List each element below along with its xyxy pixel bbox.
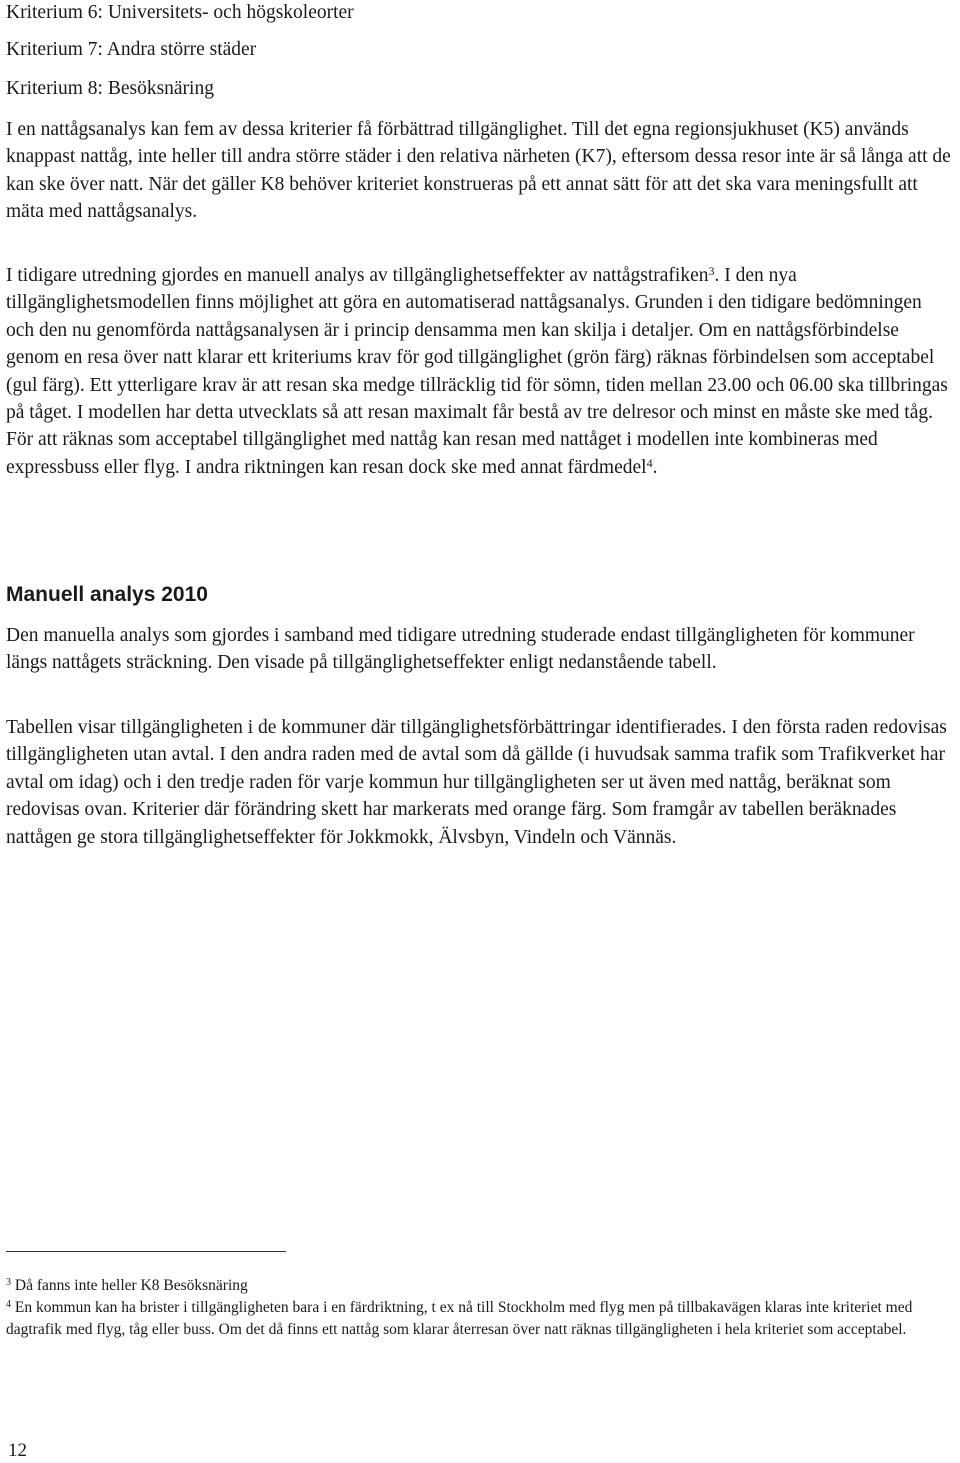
footnote-3 xyxy=(6,1275,956,1297)
paragraph-text: . I den nya tillgänglighetsmodellen finns möjlighet att göra en automatiserad nattågsanalys. Grunden i den tidigare bedömningen och den nu genomförda nattågsanalysen är i princip densamma men kan skilja i detaljer. Om en nattågsförbindelse genom en resa över natt klarar ett kriteriums krav för god tillgänglighet (grön färg) räknas förbindelsen som acceptabel (gul färg). Ett ytterligare krav är att resan ska medge tillräcklig tid för sömn, tiden mellan 23.00 och 06.00 ska tillbringas på tåget. I modellen har detta utvecklats så att resan maximalt får bestå av tre delresor och minst en måste ske med tåg. För att räknas som acceptabel tillgänglighet med nattåg kan resan med nattåget i modellen inte kombineras med expressbuss eller flyg. I andra riktningen kan resan dock ske med annat färdmedel xyxy=(6,265,948,478)
criterion-7: Kriterium 7: Andra större städer xyxy=(6,39,257,60)
footnote-ref-4[interactable]: 4 xyxy=(646,455,653,470)
paragraph-text: . xyxy=(652,456,658,478)
paragraph-manual-analysis: Den manuella analys som gjordes i samband med tidigare utredning studerade endast tillgängligheten för kommuner längs nattågets sträckning. Den visade på tillgänglighetseffekter enligt nedanstående tabell. xyxy=(6,625,915,674)
section-heading: Manuell analys 2010 xyxy=(6,583,208,606)
paragraph-analysis-intro: I en nattågsanalys kan fem av dessa kriterier få förbättrad tillgänglighet. Till det egna regionsjukhuset (K5) används knappast nattåg, inte heller till andra större städer i den relativa närheten (K7), eftersom dessa resor inte är så långa att de kan ske över natt. När det gäller K8 behöver kriteriet konstrueras på ett annat sätt för att det ska vara meningsfullt att mäta med nattågsanalys. xyxy=(6,119,951,223)
footnote-4 xyxy=(6,1297,956,1342)
paragraph-previous-study xyxy=(6,262,954,481)
paragraph-table-description: Tabellen visar tillgängligheten i de kommuner där tillgänglighetsförbättringar identifierades. I den första raden redovisas tillgängligheten utan avtal. I den andra raden med de avtal som då gällde (i huvudsak samma trafik som Trafikverket har avtal om idag) och i den tredje raden för varje kommun hur tillgängligheten ser ut även med nattåg, beräknat som redovisas ovan. Kriterier där förändring skett har markerats med orange färg. Som framgår av tabellen beräknades nattågen ge stora tillgänglighetseffekter för Jokkmokk, Älvsbyn, Vindeln och Vännäs. xyxy=(6,717,947,848)
footnote-number: 4 xyxy=(6,1299,11,1310)
page-number: 12 xyxy=(8,1440,27,1461)
criterion-8: Kriterium 8: Besöksnäring xyxy=(6,78,214,99)
footnote-ref-3[interactable]: 3 xyxy=(708,264,715,278)
footnote-text: Då fanns inte heller K8 Besöksnäring xyxy=(14,1277,248,1294)
footnote-number: 3 xyxy=(6,1277,11,1288)
footnote-separator xyxy=(6,1251,286,1252)
paragraph-text: I tidigare utredning gjordes en manuell analys av tillgänglighetseffekter av nattågstrafiken xyxy=(6,265,709,286)
criterion-6: Kriterium 6: Universitets- och högskoleorter xyxy=(6,2,354,23)
footnote-text: En kommun kan ha brister i tillgängligheten bara i en färdriktning, t ex nå till Stockholm med flyg men på tillbakavägen klaras inte kriteriet med dagtrafik med flyg, tåg eller buss. Om det då finns ett nattåg som klarar återresan över natt räknas tillgängligheten i hela kriteriet som acceptabel. xyxy=(6,1299,913,1339)
